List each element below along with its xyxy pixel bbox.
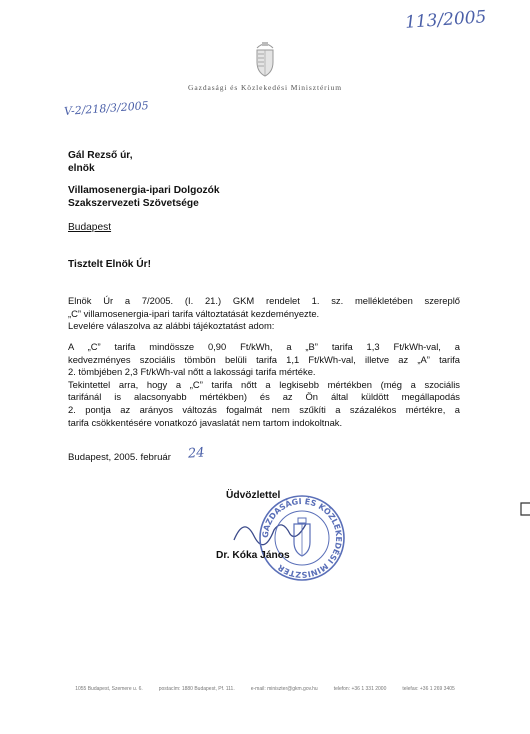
recipient-title: elnök: [68, 163, 95, 174]
paragraph-response: [68, 341, 460, 429]
paragraph-line: 2. pontja az arányos változás fogalmát nem szűkíti a százalékos mértékre, a: [68, 403, 460, 415]
paragraph-line: Tekintettel arra, hogy a „C” tarifa nőtt a legkisebb mértékben (még a szociális: [68, 378, 460, 390]
footer-contact: [0, 686, 530, 692]
footer-email: e-mail: miniszter@gkm.gov.hu: [250, 686, 318, 692]
handwritten-registration-number: V-2/218/3/2005: [63, 99, 150, 118]
salutation: Tisztelt Elnök Úr!: [68, 259, 152, 270]
paragraph-line: „C” villamosenergia-ipari tarifa változtatását kezdeményezte.: [68, 307, 320, 319]
footer-phone: telefon: +36 1 331 2000: [333, 686, 387, 692]
ministry-header: Gazdasági és Közlekedési Minisztérium: [188, 83, 342, 92]
footer-postal: postacím: 1880 Budapest, Pf. 111.: [158, 686, 235, 692]
handwritten-file-number: 113/2005: [404, 7, 488, 33]
recipient-name: Gál Rezső úr,: [68, 150, 133, 161]
footer-fax: telefax: +36 1 269 3405: [402, 686, 455, 692]
scan-edge-mark-icon: [518, 500, 530, 518]
paragraph-line: 2. tömbjében 2,3 Ft/kWh-val nőtt a lakossági tarifa mértéke.: [68, 366, 316, 378]
handwritten-date-day: 24: [187, 445, 206, 462]
recipient-city: Budapest: [68, 222, 112, 233]
paragraph-request: [68, 295, 460, 333]
paragraph-line: Elnök Úr a 7/2005. (I. 21.) GKM rendelet 1. sz. mellékletében szereplő: [68, 295, 460, 306]
paragraph-line: kedvezményes szociális tömbön belüli tarifa 1,1 Ft/kWh-val, illetve az „A” tarifa: [68, 353, 460, 365]
paragraph-line: A „C” tarifa mindössze 0,90 Ft/kWh, a „B” tarifa 1,3 Ft/kWh-val, a: [68, 341, 460, 352]
recipient-org-line1: Villamosenergia-ipari Dolgozók: [68, 185, 220, 196]
closing: Üdvözlettel: [226, 490, 281, 501]
official-stamp-icon: [256, 492, 348, 584]
coat-of-arms-icon: [251, 38, 279, 78]
date-line: Budapest, 2005. február: [68, 452, 171, 463]
signatory-name: Dr. Kóka János: [216, 550, 290, 561]
paragraph-line: tarifa csökkentésére vonatkozó javaslatát nem tartom indokoltnak.: [68, 416, 343, 428]
footer-address: 1055 Budapest, Szemere u. 6.: [75, 686, 143, 692]
paragraph-line: Levelére válaszolva az alábbi tájékoztatást adom:: [68, 320, 275, 332]
stamp-text: GAZDASÁGI ÉS KÖZLEKEDÉSI MINISZTER: [260, 496, 344, 580]
paragraph-line: tarifánál is alacsonyabb mértékben) és az Ön által küldött megállapodás: [68, 391, 460, 403]
recipient-org-line2: Szakszervezeti Szövetsége: [68, 198, 199, 209]
